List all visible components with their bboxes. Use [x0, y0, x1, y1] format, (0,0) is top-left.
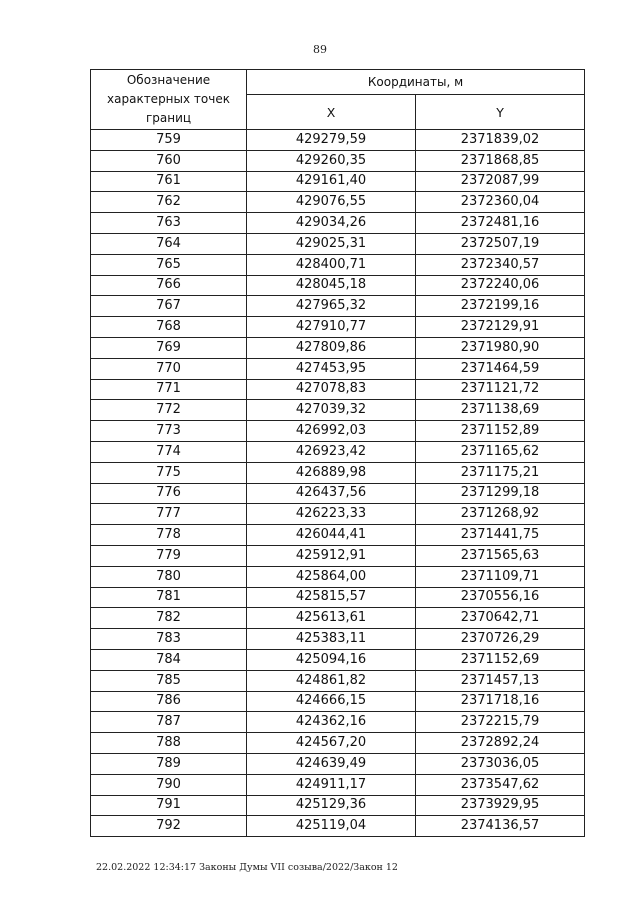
point-cell: 764: [91, 233, 247, 254]
point-cell: 771: [91, 379, 247, 400]
y-coordinate-cell: 2372240,06: [416, 275, 585, 296]
table-row: [91, 171, 585, 192]
y-coordinate-cell: 2372340,57: [416, 254, 585, 275]
y-coordinate-cell: 2371121,72: [416, 379, 585, 400]
table-row: [91, 545, 585, 566]
point-cell: 782: [91, 608, 247, 629]
table-row: [91, 254, 585, 275]
point-cell: 785: [91, 670, 247, 691]
x-coordinate-cell: 428045,18: [247, 275, 416, 296]
x-coordinate-cell: 426923,42: [247, 441, 416, 462]
point-cell: 774: [91, 441, 247, 462]
x-coordinate-cell: 429279,59: [247, 130, 416, 151]
x-coordinate-cell: 424666,15: [247, 691, 416, 712]
table-row: [91, 525, 585, 546]
y-coordinate-cell: 2371138,69: [416, 400, 585, 421]
point-cell: 766: [91, 275, 247, 296]
y-coordinate-cell: 2374136,57: [416, 816, 585, 837]
y-column-header: Y: [416, 95, 585, 130]
y-coordinate-cell: 2371268,92: [416, 504, 585, 525]
x-coordinate-cell: 424567,20: [247, 733, 416, 754]
point-cell: 770: [91, 358, 247, 379]
y-coordinate-cell: 2373036,05: [416, 753, 585, 774]
x-coordinate-cell: 425129,36: [247, 795, 416, 816]
point-cell: 768: [91, 317, 247, 338]
table-header: [91, 70, 585, 130]
table-row: [91, 608, 585, 629]
point-cell: 769: [91, 337, 247, 358]
y-coordinate-cell: 2371718,16: [416, 691, 585, 712]
table-row: [91, 483, 585, 504]
coordinates-table: [90, 69, 585, 837]
point-cell: 788: [91, 733, 247, 754]
point-cell: 781: [91, 587, 247, 608]
table-row: [91, 816, 585, 837]
table-row: [91, 441, 585, 462]
table-row: [91, 130, 585, 151]
point-cell: 790: [91, 774, 247, 795]
y-coordinate-cell: 2372507,19: [416, 233, 585, 254]
y-coordinate-cell: 2372360,04: [416, 192, 585, 213]
point-cell: 773: [91, 421, 247, 442]
table-body: [91, 130, 585, 837]
y-coordinate-cell: 2371299,18: [416, 483, 585, 504]
document-footer: 22.02.2022 12:34:17 Законы Думы VII созыва/2022/Закон 12: [96, 862, 398, 873]
table-row: [91, 275, 585, 296]
table-row: [91, 504, 585, 525]
point-column-header: Обозначение характерных точек границ: [91, 70, 247, 130]
x-coordinate-cell: 425864,00: [247, 566, 416, 587]
table-row: [91, 649, 585, 670]
x-coordinate-cell: 426223,33: [247, 504, 416, 525]
x-coordinate-cell: 424911,17: [247, 774, 416, 795]
point-cell: 762: [91, 192, 247, 213]
y-coordinate-cell: 2371839,02: [416, 130, 585, 151]
table-row: [91, 587, 585, 608]
x-coordinate-cell: 427809,86: [247, 337, 416, 358]
point-cell: 760: [91, 150, 247, 171]
x-coordinate-cell: 429025,31: [247, 233, 416, 254]
point-cell: 761: [91, 171, 247, 192]
coordinates-column-header: Координаты, м: [247, 70, 585, 95]
x-coordinate-cell: 425094,16: [247, 649, 416, 670]
table-row: [91, 358, 585, 379]
y-coordinate-cell: 2373929,95: [416, 795, 585, 816]
y-coordinate-cell: 2370642,71: [416, 608, 585, 629]
point-cell: 777: [91, 504, 247, 525]
y-coordinate-cell: 2371868,85: [416, 150, 585, 171]
table-row: [91, 213, 585, 234]
x-coordinate-cell: 429034,26: [247, 213, 416, 234]
table-row: [91, 691, 585, 712]
table-row: [91, 150, 585, 171]
y-coordinate-cell: 2372481,16: [416, 213, 585, 234]
point-cell: 787: [91, 712, 247, 733]
table-row: [91, 629, 585, 650]
y-coordinate-cell: 2372199,16: [416, 296, 585, 317]
point-cell: 786: [91, 691, 247, 712]
table-row: [91, 753, 585, 774]
x-coordinate-cell: 426437,56: [247, 483, 416, 504]
x-coordinate-cell: 426044,41: [247, 525, 416, 546]
point-cell: 789: [91, 753, 247, 774]
y-coordinate-cell: 2371165,62: [416, 441, 585, 462]
y-coordinate-cell: 2372892,24: [416, 733, 585, 754]
y-coordinate-cell: 2373547,62: [416, 774, 585, 795]
x-coordinate-cell: 427039,32: [247, 400, 416, 421]
y-coordinate-cell: 2372129,91: [416, 317, 585, 338]
x-coordinate-cell: 425383,11: [247, 629, 416, 650]
point-cell: 763: [91, 213, 247, 234]
y-coordinate-cell: 2371109,71: [416, 566, 585, 587]
y-coordinate-cell: 2371565,63: [416, 545, 585, 566]
table-row: [91, 670, 585, 691]
point-cell: 780: [91, 566, 247, 587]
table-row: [91, 712, 585, 733]
y-coordinate-cell: 2371152,69: [416, 649, 585, 670]
table-row: [91, 774, 585, 795]
y-coordinate-cell: 2372087,99: [416, 171, 585, 192]
table-row: [91, 317, 585, 338]
x-coordinate-cell: 427965,32: [247, 296, 416, 317]
y-coordinate-cell: 2371152,89: [416, 421, 585, 442]
table-row: [91, 795, 585, 816]
x-coordinate-cell: 429260,35: [247, 150, 416, 171]
x-coordinate-cell: 425815,57: [247, 587, 416, 608]
table-row: [91, 733, 585, 754]
point-cell: 775: [91, 462, 247, 483]
y-coordinate-cell: 2371464,59: [416, 358, 585, 379]
x-coordinate-cell: 426889,98: [247, 462, 416, 483]
point-cell: 783: [91, 629, 247, 650]
point-cell: 784: [91, 649, 247, 670]
y-coordinate-cell: 2371457,13: [416, 670, 585, 691]
y-coordinate-cell: 2371441,75: [416, 525, 585, 546]
point-cell: 767: [91, 296, 247, 317]
x-coordinate-cell: 425119,04: [247, 816, 416, 837]
table-row: [91, 379, 585, 400]
x-coordinate-cell: 424639,49: [247, 753, 416, 774]
table-row: [91, 400, 585, 421]
table-row: [91, 296, 585, 317]
table-row: [91, 566, 585, 587]
x-coordinate-cell: 428400,71: [247, 254, 416, 275]
table-row: [91, 233, 585, 254]
y-coordinate-cell: 2370556,16: [416, 587, 585, 608]
x-coordinate-cell: 427910,77: [247, 317, 416, 338]
table-row: [91, 462, 585, 483]
x-coordinate-cell: 424861,82: [247, 670, 416, 691]
y-coordinate-cell: 2371980,90: [416, 337, 585, 358]
y-coordinate-cell: 2370726,29: [416, 629, 585, 650]
table-row: [91, 337, 585, 358]
x-coordinate-cell: 429161,40: [247, 171, 416, 192]
y-coordinate-cell: 2372215,79: [416, 712, 585, 733]
x-coordinate-cell: 425613,61: [247, 608, 416, 629]
table-row: [91, 421, 585, 442]
point-cell: 792: [91, 816, 247, 837]
x-coordinate-cell: 426992,03: [247, 421, 416, 442]
x-coordinate-cell: 425912,91: [247, 545, 416, 566]
point-cell: 772: [91, 400, 247, 421]
x-coordinate-cell: 427078,83: [247, 379, 416, 400]
page-number: 89: [313, 43, 327, 56]
point-cell: 776: [91, 483, 247, 504]
point-cell: 765: [91, 254, 247, 275]
point-cell: 791: [91, 795, 247, 816]
point-cell: 779: [91, 545, 247, 566]
point-cell: 759: [91, 130, 247, 151]
table-row: [91, 192, 585, 213]
x-coordinate-cell: 424362,16: [247, 712, 416, 733]
y-coordinate-cell: 2371175,21: [416, 462, 585, 483]
x-column-header: X: [247, 95, 416, 130]
x-coordinate-cell: 427453,95: [247, 358, 416, 379]
x-coordinate-cell: 429076,55: [247, 192, 416, 213]
point-cell: 778: [91, 525, 247, 546]
